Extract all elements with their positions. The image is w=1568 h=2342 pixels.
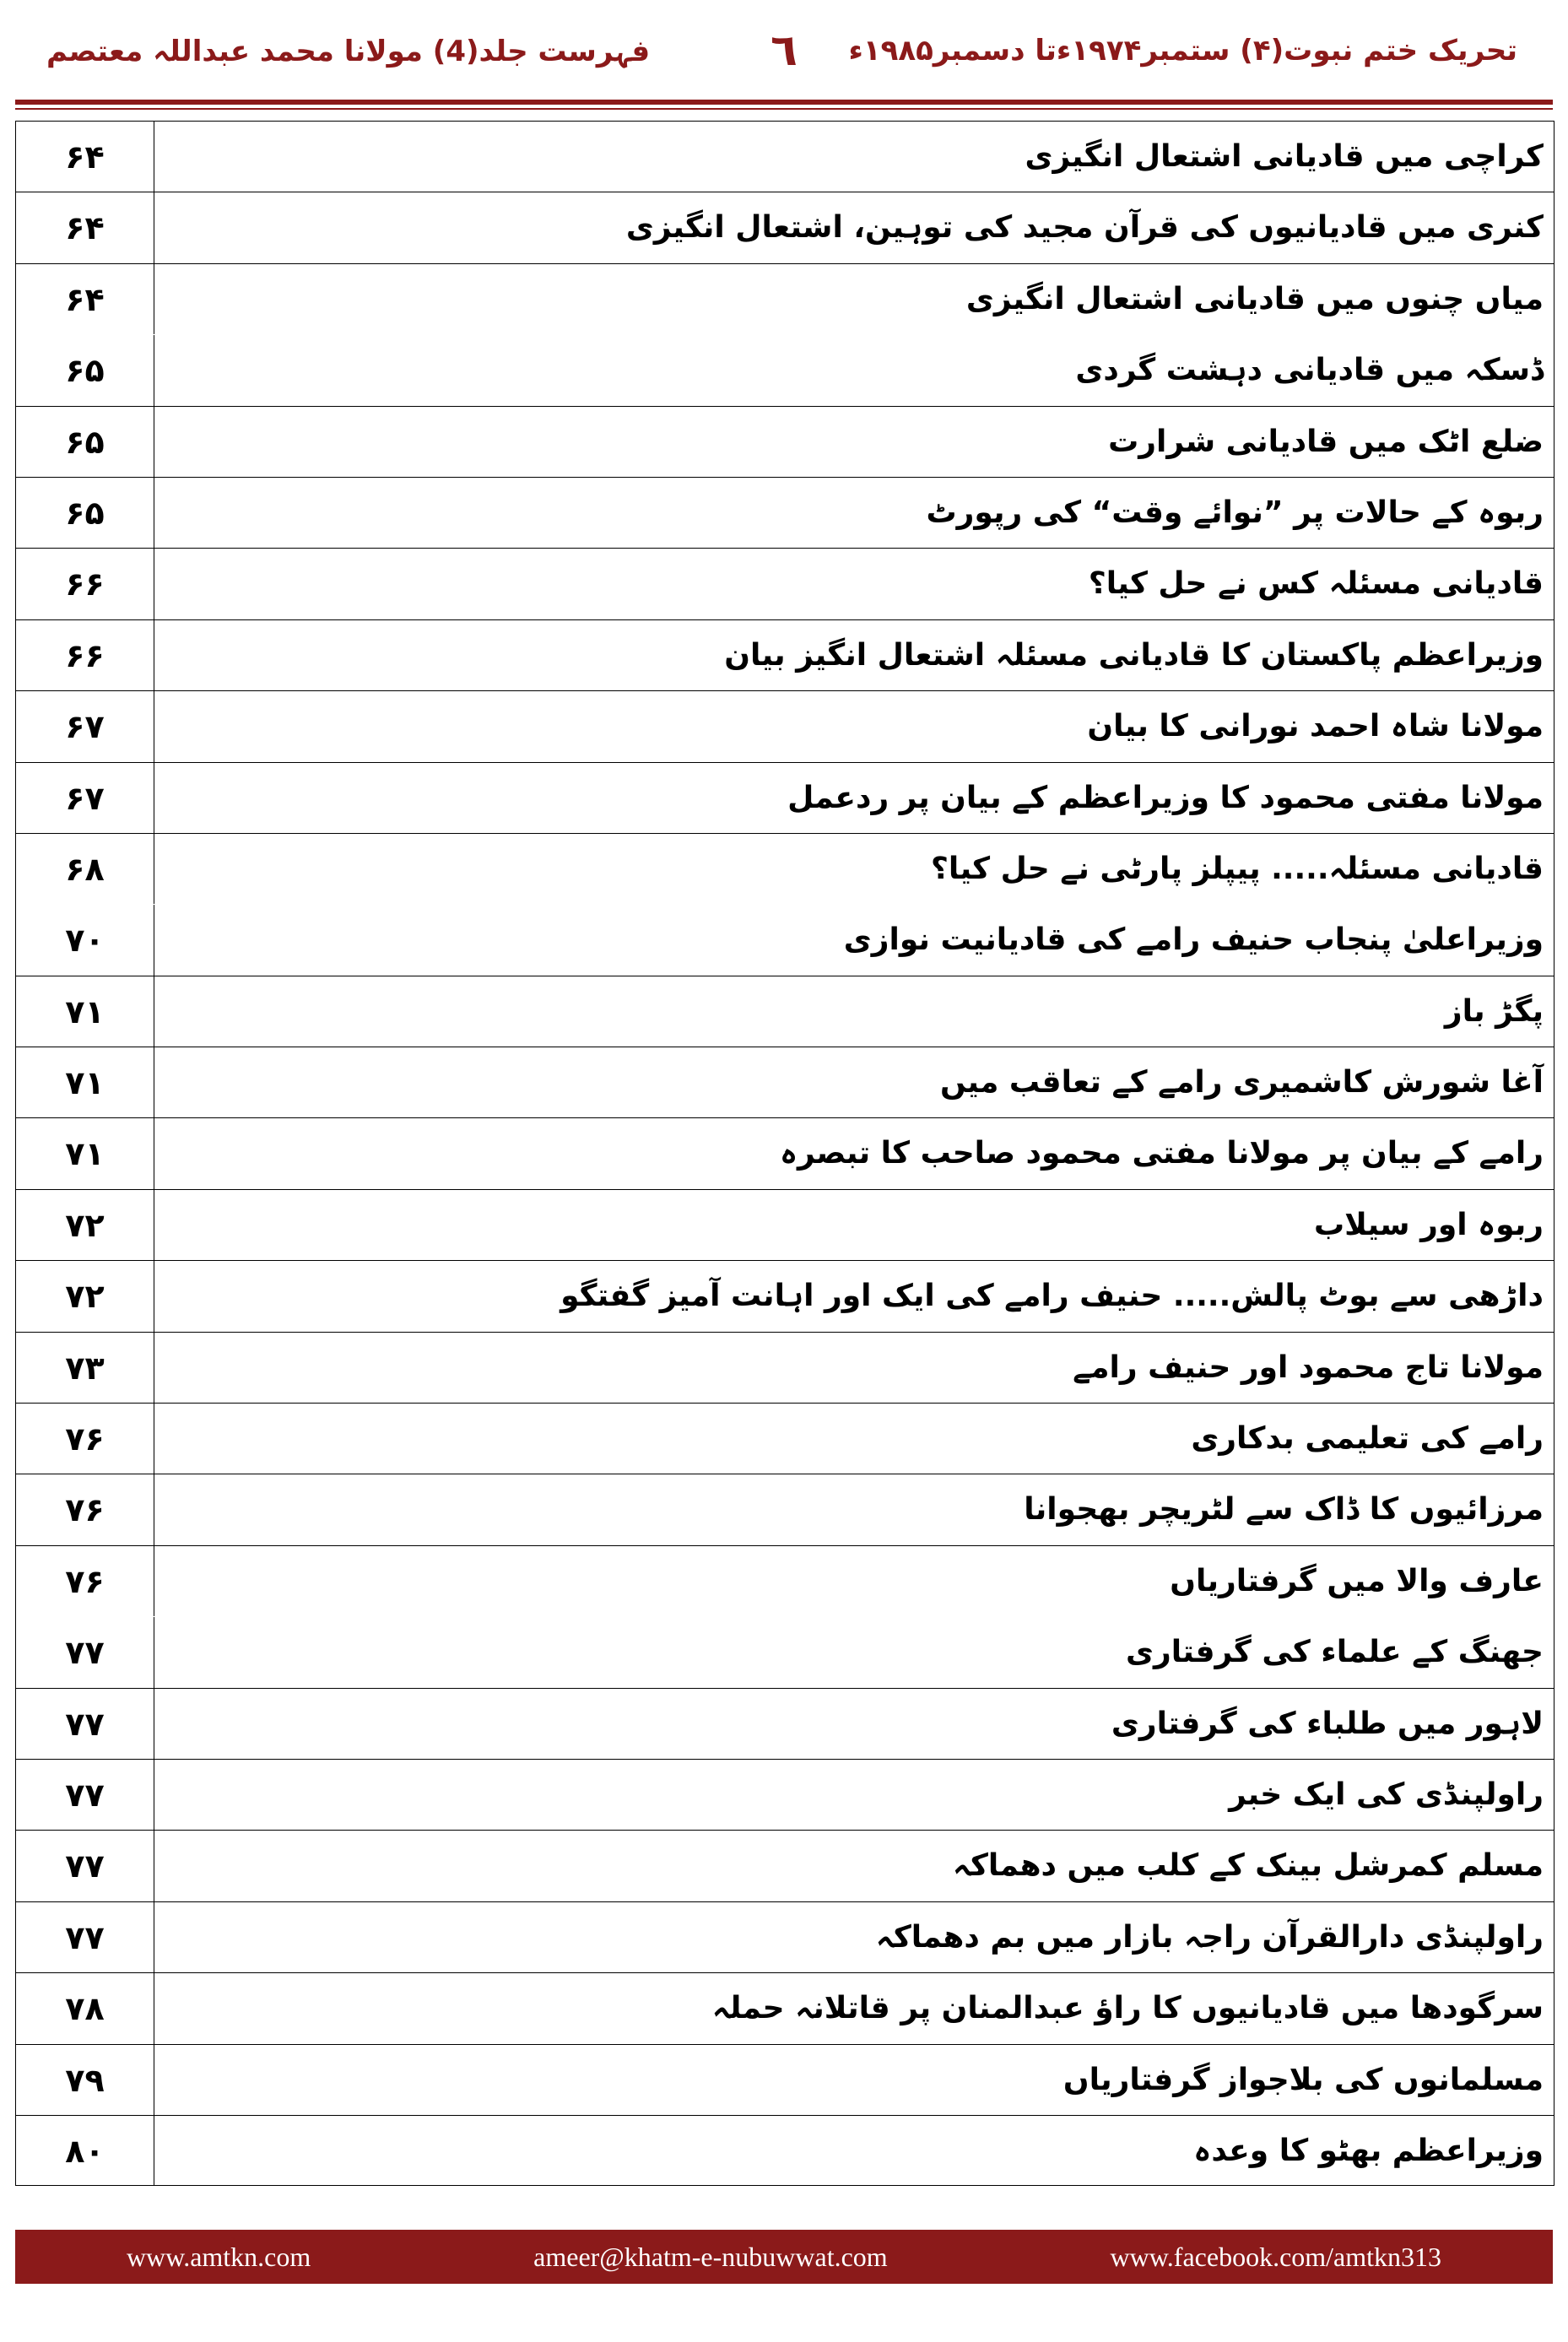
- toc-entry-title: قادیانی مسئلہ..... پیپلز پارٹی نے حل کیا؟: [931, 851, 1544, 886]
- toc-entry-page: ۶۴: [16, 192, 154, 262]
- toc-entry-page: ۷۲: [16, 1261, 154, 1331]
- toc-entry-title: ضلع اٹک میں قادیانی شرارت: [1108, 424, 1544, 459]
- toc-entry-title: میاں چنوں میں قادیانی اشتعال انگیزی: [965, 281, 1544, 316]
- toc-row[interactable]: [16, 1189, 1554, 1260]
- toc-row[interactable]: [16, 2044, 1554, 2115]
- toc-entry-title: لاہور میں طلباء کی گرفتاری: [1111, 1706, 1544, 1741]
- toc-entry-title: عارف والا میں گرفتاریاں: [1170, 1563, 1544, 1598]
- toc-entry-page: ۶۶: [16, 620, 154, 690]
- toc-entry-title: مرزائیوں کا ڈاک سے لٹریچر بھجوانا: [1024, 1492, 1544, 1528]
- toc-entry-page: ۷۷: [16, 1689, 154, 1759]
- toc-entry-page: ۷۶: [16, 1546, 154, 1616]
- toc-row[interactable]: [16, 690, 1554, 761]
- toc-entry-page: ۷۳: [16, 1333, 154, 1403]
- toc-entry-page: ۷۲: [16, 1190, 154, 1260]
- toc-entry-title: کنری میں قادیانیوں کی قرآن مجید کی توہین، اشتعال انگیزی: [625, 210, 1544, 246]
- toc-entry-title: ربوہ کے حالات پر ”نوائے وقت“ کی رپورٹ: [926, 495, 1544, 530]
- page-header: [0, 0, 1568, 97]
- toc-row[interactable]: [16, 1901, 1554, 1972]
- header-divider-thin: [15, 108, 1553, 110]
- toc-row[interactable]: [16, 833, 1554, 904]
- toc-row[interactable]: [16, 1688, 1554, 1759]
- toc-row[interactable]: [16, 263, 1554, 334]
- toc-entry-page: ۶۷: [16, 763, 154, 833]
- toc-entry-page: ۷۸: [16, 1973, 154, 2043]
- toc-entry-page: ۷۷: [16, 1831, 154, 1901]
- toc-entry-page: ۷۹: [16, 2045, 154, 2115]
- toc-entry-title: مسلمانوں کی بلاجواز گرفتاریاں: [1062, 2062, 1544, 2097]
- toc-row[interactable]: [16, 1830, 1554, 1901]
- toc-row[interactable]: [16, 121, 1554, 192]
- toc-entry-page: ۶۸: [16, 834, 154, 904]
- toc-entry-page: ۷۱: [16, 1118, 154, 1188]
- toc-row[interactable]: [16, 1759, 1554, 1830]
- toc-row[interactable]: [16, 1047, 1554, 1117]
- toc-entry-page: ۷۷: [16, 1617, 154, 1687]
- footer-facebook-link[interactable]: www.facebook.com/amtkn313: [1110, 2241, 1442, 2272]
- toc-entry-page: ۷۶: [16, 1404, 154, 1474]
- toc-entry-page: ۶۵: [16, 478, 154, 548]
- toc-entry-title: داڑھی سے بوٹ پالش..... حنیف رامے کی ایک اور اہانت آمیز گفتگو: [560, 1279, 1544, 1314]
- toc-row[interactable]: [16, 334, 1554, 405]
- toc-row[interactable]: [16, 1117, 1554, 1188]
- toc-entry-title: راولپنڈی دارالقرآن راجہ بازار میں بم دھماکہ: [875, 1919, 1544, 1955]
- toc-row[interactable]: [16, 904, 1554, 975]
- toc-row[interactable]: [16, 406, 1554, 477]
- toc-entry-page: ۷۷: [16, 1902, 154, 1972]
- toc-row[interactable]: [16, 548, 1554, 619]
- toc-entry-page: ۶۷: [16, 691, 154, 761]
- table-of-contents: [15, 121, 1554, 2186]
- toc-entry-page: ۷۶: [16, 1474, 154, 1544]
- toc-entry-page: ۷۷: [16, 1760, 154, 1830]
- toc-row[interactable]: [16, 1474, 1554, 1544]
- toc-entry-page: ۷۱: [16, 1047, 154, 1117]
- toc-entry-title: وزیراعلیٰ پنجاب حنیف رامے کی قادیانیت نوازی: [843, 922, 1544, 958]
- toc-entry-title: قادیانی مسئلہ کس نے حل کیا؟: [1088, 566, 1544, 602]
- toc-entry-title: سرگودھا میں قادیانیوں کا راؤ عبدالمنان پر قاتلانہ حملہ: [711, 1991, 1544, 2026]
- volume-subtitle: فہرست جلد(4) مولانا محمد عبداللہ معتصم: [46, 35, 651, 68]
- header-divider-thick: [15, 100, 1553, 105]
- toc-row[interactable]: [16, 619, 1554, 690]
- toc-row[interactable]: [16, 1403, 1554, 1474]
- toc-entry-title: رامے کی تعلیمی بدکاری: [1191, 1421, 1544, 1457]
- toc-entry-title: ربوہ اور سیلاب: [1313, 1207, 1544, 1242]
- toc-entry-title: مولانا مفتی محمود کا وزیراعظم کے بیان پر ردعمل: [787, 780, 1544, 815]
- toc-entry-page: ۶۴: [16, 264, 154, 334]
- footer-website-link[interactable]: www.amtkn.com: [126, 2241, 311, 2272]
- toc-entry-title: رامے کے بیان پر مولانا مفتی محمود صاحب کا تبصرہ: [779, 1136, 1544, 1171]
- footer-email-link[interactable]: ameer@khatm-e-nubuwwat.com: [533, 2241, 888, 2272]
- page-footer: [15, 2230, 1553, 2284]
- toc-entry-page: ۶۴: [16, 122, 154, 192]
- toc-row[interactable]: [16, 1545, 1554, 1616]
- toc-entry-title: وزیراعظم بھٹو کا وعدہ: [1193, 2133, 1544, 2168]
- toc-row[interactable]: [16, 1260, 1554, 1331]
- toc-row[interactable]: [16, 192, 1554, 262]
- toc-row[interactable]: [16, 477, 1554, 548]
- toc-entry-page: ۶۵: [16, 335, 154, 405]
- toc-entry-page: ۷۱: [16, 976, 154, 1047]
- toc-entry-title: وزیراعظم پاکستان کا قادیانی مسئلہ اشتعال انگیز بیان: [724, 637, 1544, 673]
- book-title: تحریک ختم نبوت(۴) ستمبر۱۹۷۴ءتا دسمبر۱۹۸۵ء: [848, 34, 1517, 68]
- toc-entry-title: مولانا تاج محمود اور حنیف رامے: [1073, 1349, 1544, 1385]
- toc-row[interactable]: [16, 976, 1554, 1047]
- toc-entry-title: جھنگ کے علماء کی گرفتاری: [1126, 1635, 1544, 1670]
- toc-entry-title: مسلم کمرشل بینک کے کلب میں دھماکہ: [952, 1848, 1544, 1884]
- toc-entry-page: ۸۰: [16, 2116, 154, 2185]
- toc-entry-title: ڈسکہ میں قادیانی دہشت گردی: [1075, 353, 1544, 388]
- toc-entry-title: آغا شورش کاشمیری رامے کے تعاقب میں: [940, 1065, 1544, 1101]
- toc-row[interactable]: [16, 762, 1554, 833]
- toc-entry-title: کراچی میں قادیانی اشتعال انگیزی: [1025, 139, 1544, 174]
- toc-row[interactable]: [16, 1616, 1554, 1687]
- toc-row[interactable]: [16, 2115, 1554, 2186]
- toc-entry-page: ۶۶: [16, 549, 154, 619]
- toc-entry-title: راولپنڈی کی ایک خبر: [1229, 1777, 1544, 1812]
- toc-entry-page: ۷۰: [16, 905, 154, 975]
- toc-row[interactable]: [16, 1972, 1554, 2043]
- toc-entry-title: مولانا شاہ احمد نورانی کا بیان: [1087, 709, 1544, 744]
- toc-row[interactable]: [16, 1332, 1554, 1403]
- toc-entry-page: ۶۵: [16, 407, 154, 477]
- toc-entry-title: پگڑ باز: [1444, 993, 1544, 1029]
- page-number: ٦: [770, 25, 798, 76]
